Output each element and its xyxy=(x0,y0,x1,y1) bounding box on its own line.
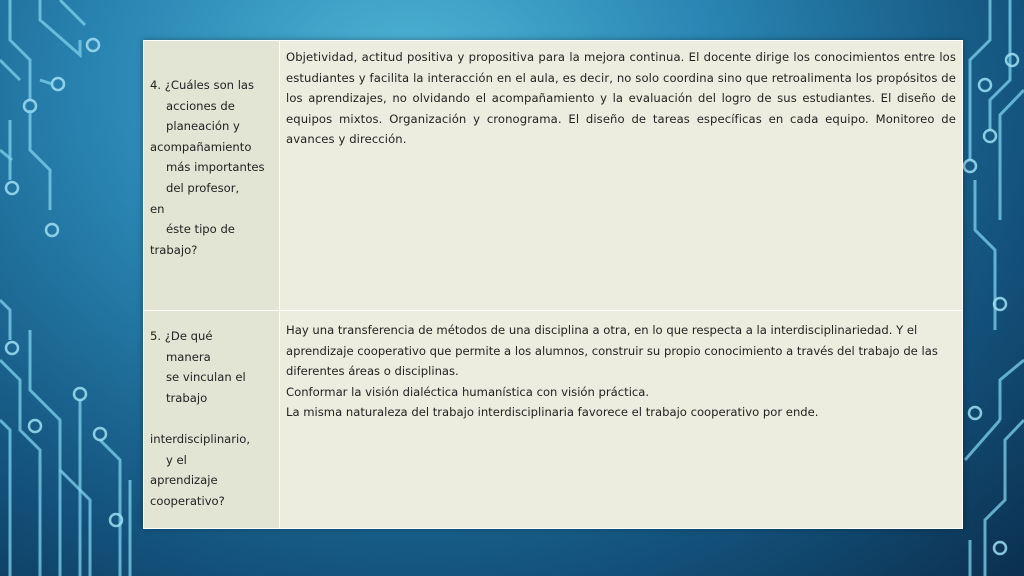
question-line: y el xyxy=(166,452,187,467)
answer-text: Objetividad, actitud positiva y propositiva para la mejora continua. El docente dirige los conocimientos entre los estudiantes y facilita la interacción en el aula, es decir, no solo coordina sino que retroalimenta los propósitos de los aprendizajes, no olvidando el acompañamiento y la evaluación del logro de sus estudiantes. El diseño de equipos mixtos. Organización y cronograma. El diseño de tareas específicas en cada equipo. Monitoreo de avances y dirección. xyxy=(286,50,956,147)
question-line: acciones de xyxy=(166,98,235,113)
question-line: en xyxy=(150,201,165,216)
question-line: 5. ¿De qué xyxy=(150,329,213,343)
answer-cell xyxy=(280,41,963,311)
question-line: cooperativo? xyxy=(150,493,225,508)
question-line: éste tipo de xyxy=(166,222,235,237)
answer-cell xyxy=(280,311,963,529)
question-line: 4. ¿Cuáles son las xyxy=(150,78,255,92)
question-line: más importantes xyxy=(166,160,265,175)
question-line: aprendizaje xyxy=(150,473,218,488)
answer-paragraph: Hay una transferencia de métodos de una disciplina a otra, en lo que respecta a la interdisciplinariedad. Y el aprendizaje cooperativo que permite a los alumnos, construir su propio conocimiento a través del trabajo de las diferentes áreas o disciplinas. xyxy=(286,323,938,379)
question-line: del profesor, xyxy=(166,180,240,195)
question-line: planeación y xyxy=(166,119,240,134)
answer-paragraph: La misma naturaleza del trabajo interdisciplinaria favorece el trabajo cooperativo por ende. xyxy=(286,405,819,420)
question-line: acompañamiento xyxy=(150,139,252,154)
qa-table-container xyxy=(143,40,963,528)
line-gap xyxy=(150,408,275,429)
question-cell xyxy=(144,311,280,529)
table-row xyxy=(144,311,963,529)
question-line: se vinculan el xyxy=(166,370,246,385)
question-cell xyxy=(144,41,280,311)
qa-table xyxy=(143,40,963,529)
question-line: interdisciplinario, xyxy=(150,431,251,446)
question-line: trabajo xyxy=(166,390,208,405)
question-line: manera xyxy=(166,349,211,364)
table-row xyxy=(144,41,963,311)
question-line: trabajo? xyxy=(150,242,198,257)
answer-paragraph: Conformar la visión dialéctica humanística con visión práctica. xyxy=(286,384,650,399)
